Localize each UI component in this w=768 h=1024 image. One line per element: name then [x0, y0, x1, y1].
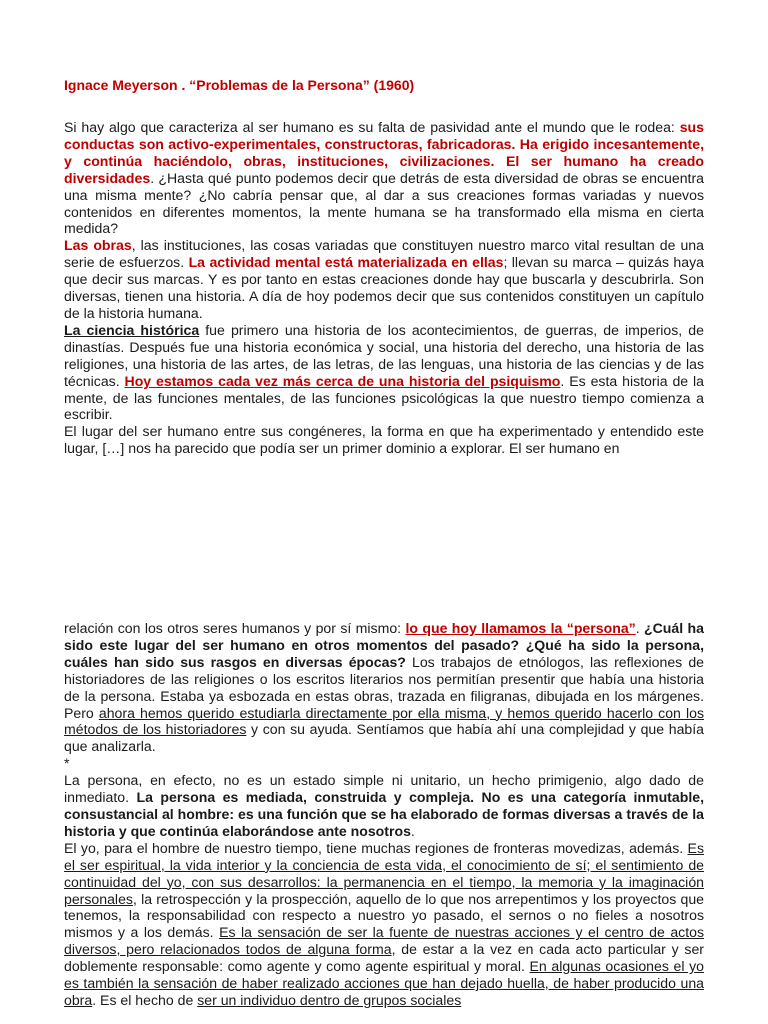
text-run: relación con los otros seres humanos y por sí mismo: [64, 620, 406, 636]
text-block-upper [64, 119, 704, 457]
text-run: El yo, para el hombre de nuestro tiempo, tiene muchas regiones de fronteras movedizas, además. [64, 839, 688, 856]
section-separator: * [64, 755, 70, 772]
document-title: Ignace Meyerson . “Problemas de la Persona” (1960) [64, 77, 415, 93]
highlight-bold-red: La actividad mental está materializada en ellas [188, 254, 504, 271]
text-run: Si hay algo que caracteriza al ser humano es su falta de pasividad ante el mundo que le rodea: [64, 119, 680, 135]
highlight-underline: ser un individuo dentro de grupos sociales [197, 991, 462, 1008]
highlight-bold-underline: La ciencia histórica [64, 321, 200, 338]
text-run: fue primero una historia de los acontecimientos, de guerras, de imperios, de dinastías. Después fue una historia económica y social, una historia del derecho, una historia de las religiones, una historia de las artes, de las letras, de las lenguas, una historia de las ciencias y de las técnicas. [64, 321, 704, 389]
highlight-bold: ¿Cuál ha sido este lugar del ser humano en otros momentos del pasado? ¿Qué ha sido la persona, cuáles han sido sus rasgos en diversas épocas? [64, 620, 704, 670]
paragraph [64, 840, 704, 1009]
text-run: . [635, 620, 644, 636]
highlight-bold-red-underline: lo que hoy llamamos la “persona” [405, 620, 636, 636]
text-run: , de estar a la vez en cada acto particular y ser doblemente responsable: como agente y como agente espiritual y moral. [64, 941, 704, 975]
paragraph [64, 237, 704, 322]
text-run: La persona, en efecto, no es un estado simple ni unitario, un hecho primigenio, algo dado de inmediato. [64, 772, 704, 806]
text-run: y con su ayuda. Sentíamos que había ahí una complejidad y que había que analizarla. [64, 721, 704, 755]
paragraph [64, 620, 704, 755]
highlight-bold-red-underline: Hoy estamos cada vez más cerca de una historia del psiquismo [124, 372, 561, 389]
highlight-bold: La persona es mediada, construida y compleja. No es una categoría inmutable, consustancial al hombre: es una función que se ha elaborado de formas diversas a través de la historia y que continúa elaborándose ante nosotros [64, 789, 704, 839]
text-run: El lugar del ser humano entre sus congéneres, la forma en que ha experimentado y entendido este lugar, […] nos ha parecido que podía ser un primer dominio a explorar. El ser humano en [64, 423, 704, 457]
text-run: , las instituciones, las cosas variadas que constituyen nuestro marco vital resultan de una serie de esfuerzos. [64, 237, 704, 271]
text-run: . Es el hecho de [92, 991, 198, 1008]
paragraph [64, 423, 704, 457]
highlight-underline: Es el ser espiritual, la vida interior y la conciencia de esta vida, el conocimiento de sí; el sentimiento de continuidad del yo, con sus desarrollos: la permanencia en el tiempo, la memoria y la imaginación personales [64, 839, 704, 907]
paragraph [64, 119, 704, 237]
paragraph [64, 772, 704, 840]
highlight-bold-red: sus conductas son activo-experimentales, constructoras, fabricadoras. Ha erigido incesantemente, y continúa haciéndolo, obras, instituciones, civilizaciones. El ser humano ha creado diversidades [64, 119, 704, 186]
text-run: . ¿Hasta qué punto podemos decir que detrás de esta diversidad de obras se encuentra una misma mente? ¿No cabría pensar que, al dar a sus creaciones formas variadas y nuevos contenidos en diferentes momentos, la mente humana se ha transformado ella misma en cierta medida? [64, 169, 704, 237]
text-run: . Es esta historia de la mente, de las funciones mentales, de las funciones psicológicas la que nuestro tiempo comienza a escribir. [64, 372, 704, 423]
highlight-underline: ahora hemos querido estudiarla directamente por ella misma, y hemos querido hacerlo con los métodos de los historiadores [64, 704, 704, 738]
text-run: Los trabajos de etnólogos, las reflexiones de historiadores de las religiones o los escritos literarios nos permitían presentir que había una historia de la persona. Estaba ya esbozada en estas obras, trazada en filigranas, dibujada en los márgenes. Pero [64, 653, 704, 721]
highlight-underline: Es la sensación de ser la fuente de nuestras acciones y el centro de actos diversos, pero relacionados todos de alguna forma [64, 924, 705, 958]
paragraph [64, 322, 704, 423]
highlight-underline: En algunas ocasiones el yo es también la sensación de haber realizado acciones que han dejado huella, de haber producido una obra [64, 958, 705, 1008]
text-block-lower [64, 620, 704, 1009]
text-run: . [410, 822, 415, 839]
text-run: , la retrospección y la prospección, aquello de lo que nos arrepentimos y los proyectos que tenemos, la responsabilidad con respecto a nuestro yo pasado, el sernos o no fieles a nosotros mismos y a los demás. [64, 890, 704, 941]
text-run: ; llevan su marca – quizás haya que decir sus marcas. Y es por tanto en estas creaciones donde hay que buscarla y descubrirla. Son diversas, tienen una historia. A día de hoy podemos decir que sus contenidos constituyen un capítulo de la historia humana. [64, 254, 704, 321]
highlight-bold-red: Las obras [64, 237, 132, 254]
